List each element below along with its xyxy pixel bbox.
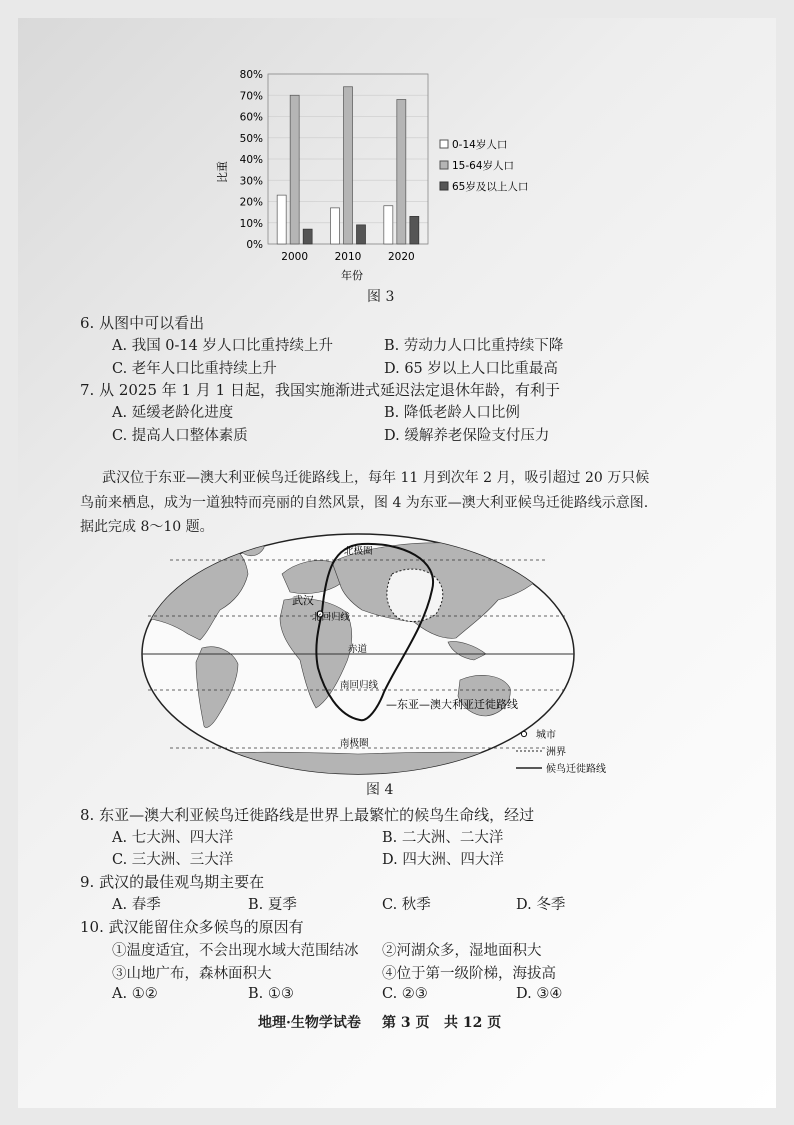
legend-label-0-14: 0-14岁人口 [452,139,508,151]
migration-route-map [140,530,660,780]
bar-2000-series-2 [290,95,299,244]
tropic-of-capricorn-label: 南回归线 [340,680,379,691]
q7-option-c: C. 提高人口整体素质 [112,428,248,444]
x-tick-label: 2000 [281,251,309,263]
y-tick-label: 0% [246,239,263,251]
population-bar-chart [200,60,560,292]
y-tick-label: 80% [239,69,263,81]
legend-label-15-64: 15-64岁人口 [452,160,515,172]
legend-boundary-label: 洲界 [546,747,566,758]
q6-option-b: B. 劳动力人口比重持续下降 [384,338,564,354]
footer-total-pages: 共 12 页 [444,1015,502,1031]
equator-label: 赤道 [348,644,368,655]
passage-line-1: 武汉位于东亚—澳大利亚候鸟迁徙路线上，每年 11 月到次年 2 月，吸引超过 20 万只候 [102,470,650,486]
chart-legend [440,138,528,193]
bar-2000-series-3 [303,229,312,244]
map-legend [516,728,606,775]
china-boundary [387,569,443,621]
y-axis-label: 比重 [216,161,229,183]
y-tick-label: 10% [239,217,263,230]
q10-statement-4: ④位于第一级阶梯，海拔高 [382,966,556,982]
wuhan-label: 武汉 [292,594,314,607]
q8-option-b: B. 二大洲、二大洋 [382,830,504,846]
bar-2010-series-1 [331,208,340,244]
y-tick-label: 50% [239,132,263,145]
q10-statement-3: ③山地广布，森林面积大 [112,966,272,982]
y-tick-label: 70% [239,90,263,103]
q9-option-d: D. 冬季 [516,897,566,913]
legend-swatch-65plus [440,182,448,190]
q6-option-a: A. 我国 0-14 岁人口比重持续上升 [112,338,333,354]
q7-option-a: A. 延缓老龄化进度 [112,405,234,421]
q10-option-c: C. ②③ [382,986,428,1002]
legend-swatch-15-64 [440,161,448,169]
tropic-of-cancer-label: 北回归线 [312,612,351,623]
antarctica-shape [140,752,576,780]
bar-2020-series-2 [397,100,406,245]
legend-label-65plus: 65岁及以上人口 [452,181,529,193]
q7-option-b: B. 降低老龄人口比例 [384,405,520,421]
legend-route-label: 候鸟迁徙路线 [546,764,606,775]
question-10-stem: 10. 武汉能留住众多候鸟的原因有 [80,918,304,936]
question-8-stem: 8. 东亚—澳大利亚候鸟迁徙路线是世界上最繁忙的候鸟生命线，经过 [80,806,535,824]
arctic-circle-label: 北极圈 [344,546,373,557]
question-6-stem: 6. 从图中可以看出 [80,314,205,332]
footer-subject: 地理·生物学试卷 [258,1015,361,1031]
y-tick-label: 60% [239,111,263,124]
figure-4-caption: 图 4 [366,782,394,798]
bar-2010-series-2 [344,87,353,244]
question-7-stem: 7. 从 2025 年 1 月 1 日起，我国实施渐进式延迟法定退休年龄，有利于 [80,381,560,399]
q8-option-a: A. 七大洲、四大洋 [112,830,234,846]
x-tick-label: 2020 [387,251,415,263]
q10-option-b: B. ①③ [248,986,294,1002]
q9-option-c: C. 秋季 [382,897,431,913]
passage-line-3: 据此完成 8～10 题。 [80,519,214,535]
x-axis-label: 年份 [341,269,363,282]
q10-option-a: A. ①② [112,986,158,1002]
passage-line-2: 鸟前来栖息，成为一道独特而亮丽的自然风景，图 4 为东亚—澳大利亚候鸟迁徙路线示意图. [80,495,649,511]
legend-city-label: 城市 [536,730,556,741]
q7-option-d: D. 缓解养老保险支付压力 [384,428,550,444]
legend-city-symbol [521,731,526,736]
q10-statement-1: ①温度适宜，不会出现水域大范围结冰 [112,943,359,959]
bar-2010-series-3 [357,225,366,244]
question-9-stem: 9. 武汉的最佳观鸟期主要在 [80,873,265,891]
footer-page-number: 第 3 页 [382,1015,430,1031]
legend-swatch-0-14 [440,140,448,148]
y-tick-label: 30% [239,175,263,188]
q10-statement-2: ②河湖众多，湿地面积大 [382,943,542,959]
q8-option-c: C. 三大洲、三大洋 [112,852,234,868]
y-tick-label: 40% [239,154,263,166]
q9-option-b: B. 夏季 [248,897,297,913]
bar-2000-series-1 [277,195,286,244]
q6-option-c: C. 老年人口比重持续上升 [112,361,277,377]
q9-option-a: A. 春季 [112,897,161,913]
route-name-label: —东亚—澳大利亚迁徙路线 [386,698,518,711]
bar-2020-series-3 [410,216,419,244]
q6-option-d: D. 65 岁以上人口比重最高 [384,361,558,377]
figure-3-caption: 图 3 [367,289,395,305]
q8-option-d: D. 四大洲、四大洋 [382,852,504,868]
y-tick-label: 20% [239,196,263,209]
bar-2020-series-1 [384,206,393,244]
q10-option-d: D. ③④ [516,986,563,1002]
x-tick-label: 2010 [334,251,362,263]
antarctic-circle-label: 南极圈 [340,738,369,749]
